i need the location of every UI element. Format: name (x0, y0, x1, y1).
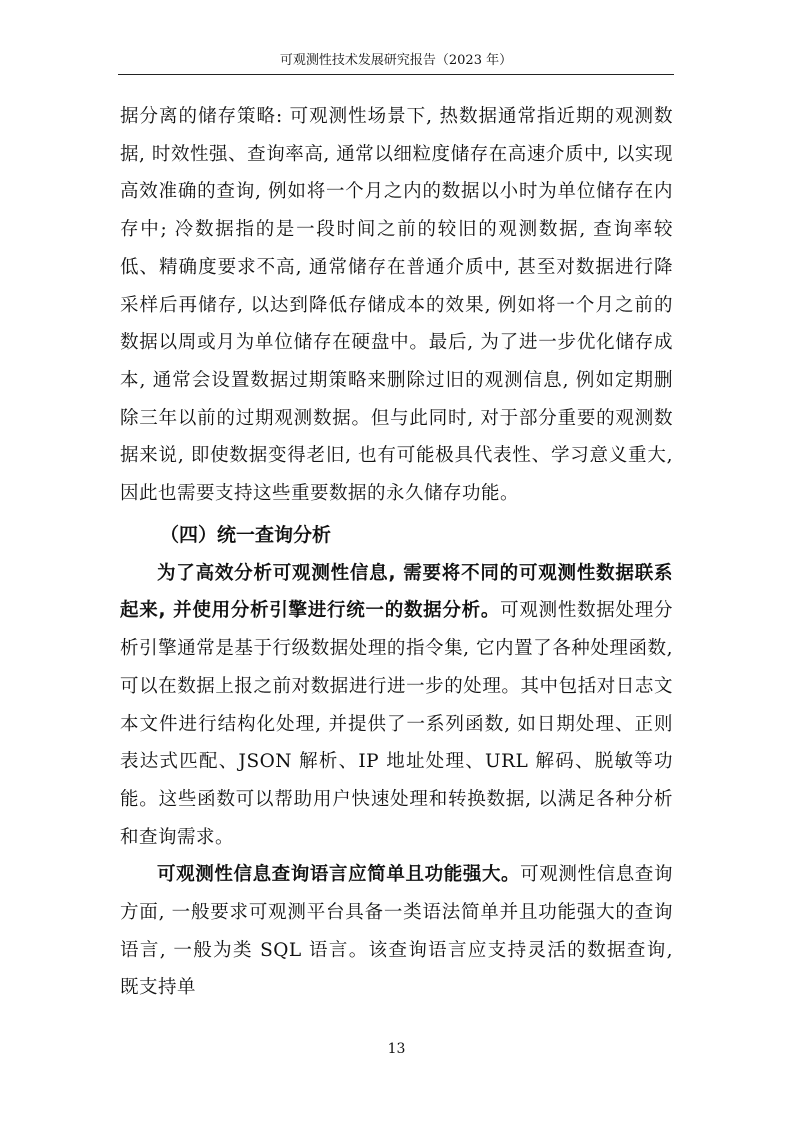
paragraph-body-text: 可观测性数据处理分析引擎通常是基于行级数据处理的指令集, 它内置了各种处理函数, 可以在数据上报之前对数据进行进一步的处理。其中包括对日志文本文件进行结构化处理, 并提供了一系列函数, 如日期处理、正则表达式匹配、JSON 解析、IP 地址处理、URL 解码、脱敏等功能。这些函数可以帮助用户快速处理和转换数据, 以满足各种分析和查询需求。 (120, 600, 673, 848)
page-number: 13 (387, 1041, 406, 1057)
paragraph-unified-analysis (120, 555, 673, 857)
document-body (120, 98, 673, 1007)
section-heading: （四）统一查询分析 (160, 523, 332, 546)
paragraph-body-text: 可观测性信息查询方面, 一般要求可观测平台具备一类语法简单并且功能强大的查询语言, 一般为类 SQL 语言。该查询语言应支持灵活的数据查询, 既支持单 (120, 864, 673, 999)
paragraph-storage-strategy: 据分离的储存策略: 可观测性场景下, 热数据通常指近期的观测数据, 时效性强、查询率高, 通常以细粒度储存在高速介质中, 以实现高效准确的查询, 例如将一个月之内的数据以小时为单位储存在内存中; 冷数据指的是一段时间之前的较旧的观测数据, 查询率较低、精确度要求不高, 通常储存在普通介质中, 甚至对数据进行降采样后再储存, 以达到降低存储成本的效果, 例如将一个月之前的数据以周或月为单位储存在硬盘中。最后, 为了进一步优化储存成本, 通常会设置数据过期策略来删除过旧的观测信息, 例如定期删除三年以前的过期观测数据。但与此同时, 对于部分重要的观测数据来说, 即使数据变得老旧, 也有可能极具代表性、学习意义重大, 因此也需要支持这些重要数据的永久储存功能。 (120, 106, 673, 505)
header-rule (118, 74, 674, 75)
paragraph-query-language (120, 856, 673, 1007)
page-header: 可观测性技术发展研究报告（2023 年） (279, 53, 513, 68)
paragraph-lead-bold: 为了高效分析可观测性信息, 需要将不同的可观测性数据联系起来, 并使用分析引擎进行统一的数据分析。 (120, 562, 673, 622)
paragraph-lead-bold: 可观测性信息查询语言应简单且功能强大。 (157, 864, 521, 886)
